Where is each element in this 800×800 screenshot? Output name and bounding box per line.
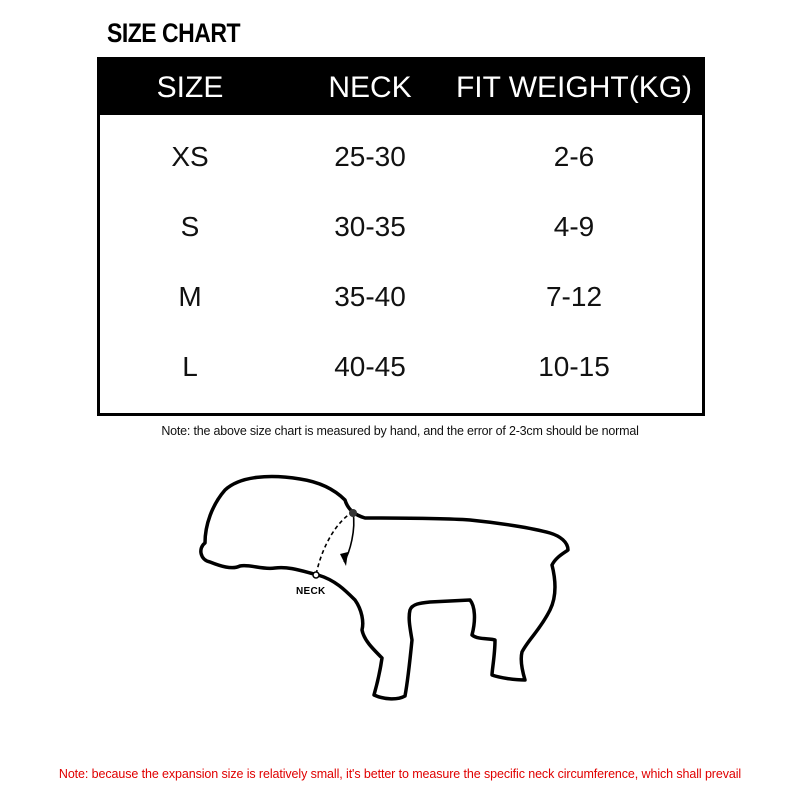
size-table xyxy=(97,57,705,416)
weight-cell: 4-9 xyxy=(553,211,595,242)
table-row xyxy=(100,332,702,402)
neck-cell: 40-45 xyxy=(334,351,406,382)
size-cell: M xyxy=(178,281,202,312)
neck-cell: 30-35 xyxy=(334,211,406,242)
weight-cell: 10-15 xyxy=(538,351,610,382)
table-row xyxy=(100,262,702,332)
size-cell: L xyxy=(182,351,198,382)
neck-cell: 25-30 xyxy=(334,141,406,172)
neck-label: NECK xyxy=(296,586,326,597)
table-header-row xyxy=(100,60,702,115)
weight-cell: 7-12 xyxy=(545,281,603,312)
dog-outline-illustration xyxy=(195,470,585,710)
tape-start-icon xyxy=(349,509,357,517)
weight-cell: 2-6 xyxy=(553,141,595,172)
size-chart-title: SIZE CHART xyxy=(107,18,240,48)
size-cell: XS xyxy=(171,141,209,172)
table-row xyxy=(100,192,702,262)
header-size: SIZE xyxy=(156,70,224,104)
arrow-icon xyxy=(340,552,348,566)
size-cell: S xyxy=(180,211,200,242)
neck-circumference-note: Note: because the expansion size is relatively small, it's better to measure the specific neck circumference, which shall prevail xyxy=(58,767,742,781)
header-neck: NECK xyxy=(328,70,412,104)
header-fit-weight: FIT WEIGHT(KG) xyxy=(455,70,693,104)
table-body xyxy=(100,115,702,402)
table-row xyxy=(100,122,702,192)
neck-cell: 35-40 xyxy=(334,281,406,312)
measurement-note: Note: the above size chart is measured by hand, and the error of 2-3cm should be normal xyxy=(161,424,639,438)
